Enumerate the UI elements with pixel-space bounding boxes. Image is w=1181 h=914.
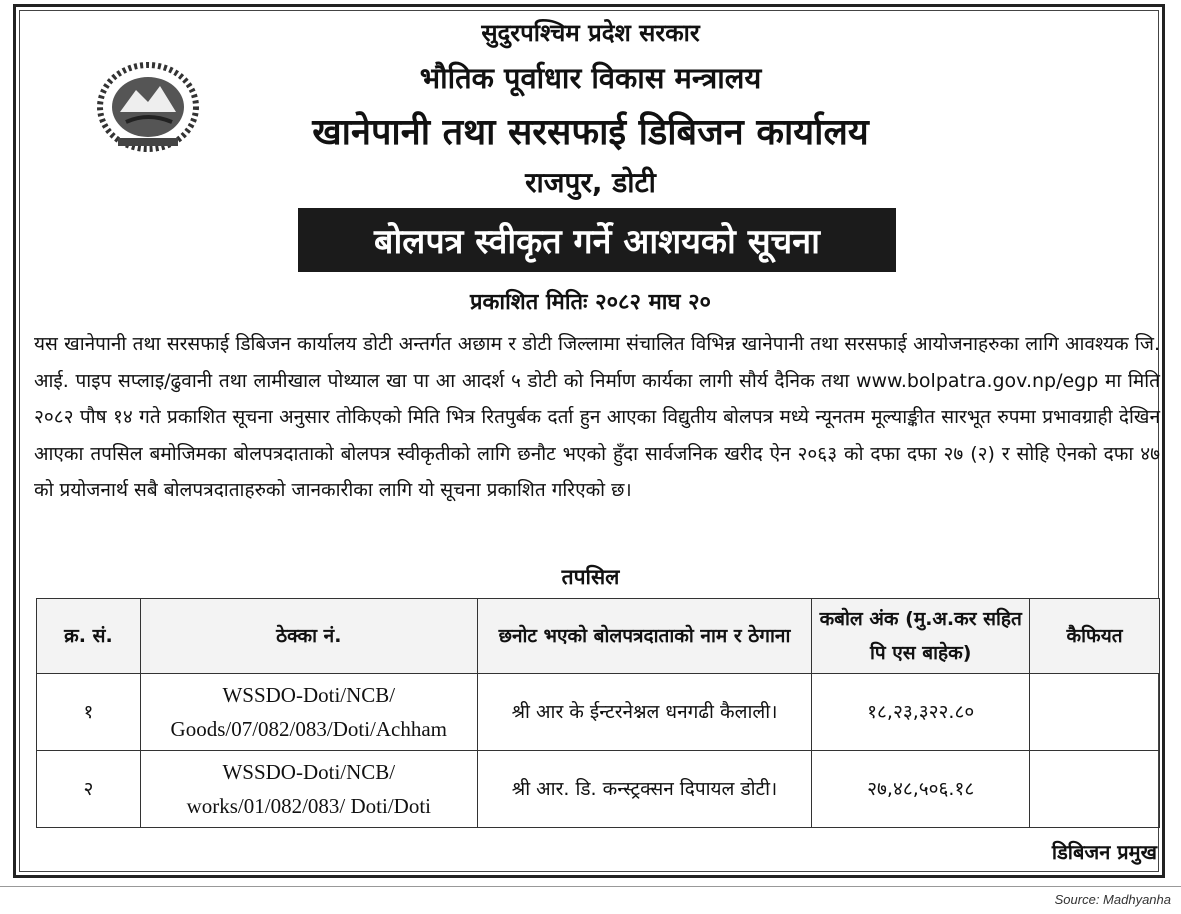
contract-line-1: WSSDO-Doti/NCB/: [222, 683, 396, 707]
table-row: [37, 674, 1160, 751]
ministry-name: भौतिक पूर्वाधार विकास मन्त्रालय: [419, 61, 762, 95]
cell-sn: २: [37, 751, 141, 828]
cell-contract-no: [140, 674, 477, 751]
cell-contract-no: [140, 751, 477, 828]
header-contract-no: ठेक्का नं.: [140, 599, 477, 674]
source-credit: Source: Madhyanha: [1054, 892, 1171, 907]
cell-bidder: श्री आर के ईन्टरनेश्नल धनगढी कैलाली।: [477, 674, 812, 751]
office-location: राजपुर, डोटी: [525, 166, 656, 199]
cell-sn: १: [37, 674, 141, 751]
header-bidder: छनोट भएको बोलपत्रदाताको नाम र ठेगाना: [477, 599, 812, 674]
table-caption: तपसिल: [561, 565, 620, 589]
cell-bidder: श्री आर. डि. कन्स्ट्रक्सन दिपायल डोटी।: [477, 751, 812, 828]
office-name: खानेपानी तथा सरसफाई डिबिजन कार्यालय: [312, 112, 869, 153]
cell-amount: १८,२३,३२२.८०: [812, 674, 1030, 751]
published-date: प्रकाशित मितिः २०८२ माघ २०: [470, 290, 711, 315]
signature-title: डिबिजन प्रमुख: [1051, 840, 1157, 864]
contract-line-2: Goods/07/082/083/Doti/Achham: [170, 717, 448, 741]
award-table: [36, 598, 1160, 828]
cell-amount: २७,४८,५०६.१८: [812, 751, 1030, 828]
table-header-row: [37, 599, 1160, 674]
header-amount: कबोल अंक (मु.अ.कर सहित पि एस बाहेक): [812, 599, 1030, 674]
cell-remarks: [1030, 751, 1160, 828]
table-row: [37, 751, 1160, 828]
header-sn: क्र. सं.: [37, 599, 141, 674]
notice-title: बोलपत्र स्वीकृत गर्ने आशयको सूचना: [298, 208, 896, 272]
divider: [0, 886, 1181, 887]
contract-line-2: works/01/082/083/ Doti/Doti: [186, 794, 431, 818]
government-name: सुदुरपश्चिम प्रदेश सरकार: [481, 19, 700, 47]
header-remarks: कैफियत: [1030, 599, 1160, 674]
contract-line-1: WSSDO-Doti/NCB/: [222, 760, 396, 784]
notice-body: यस खानेपानी तथा सरसफाई डिबिजन कार्यालय डोटी अन्तर्गत अछाम र डोटी जिल्लामा संचालित विभिन्न खानेपानी तथा सरसफाई आयोजनाहरुका लागि आवश्यक जि. आई. पाइप सप्लाइ/ढुवानी तथा लामीखाल पोथ्याल खा पा आ आदर्श ५ डोटी को निर्माण कार्यका लागी सौर्य दैनिक तथा www.bolpatra.gov.np/egp मा मिति २०८२ पौष १४ गते प्रकाशित सूचना अनुसार तोकिएको मिति भित्र रितपुर्बक दर्ता हुन आएका विद्युतीय बोलपत्र मध्ये न्यूनतम मूल्याङ्कीत सारभूत रुपमा प्रभावग्राही देखिन आएका तपसिल बमोजिमका बोलपत्रदाताको बोलपत्र स्वीकृतीको लागि छनौट भएको हुँदा सार्वजनिक खरीद ऐन २०६३ को दफा दफा २७ (२) र सोहि ऐनको दफा ४७ को प्रयोजनार्थ सबै बोलपत्रदाताहरुको जानकारीका लागि यो सूचना प्रकाशित गरिएको छ।: [34, 333, 1160, 501]
cell-remarks: [1030, 674, 1160, 751]
